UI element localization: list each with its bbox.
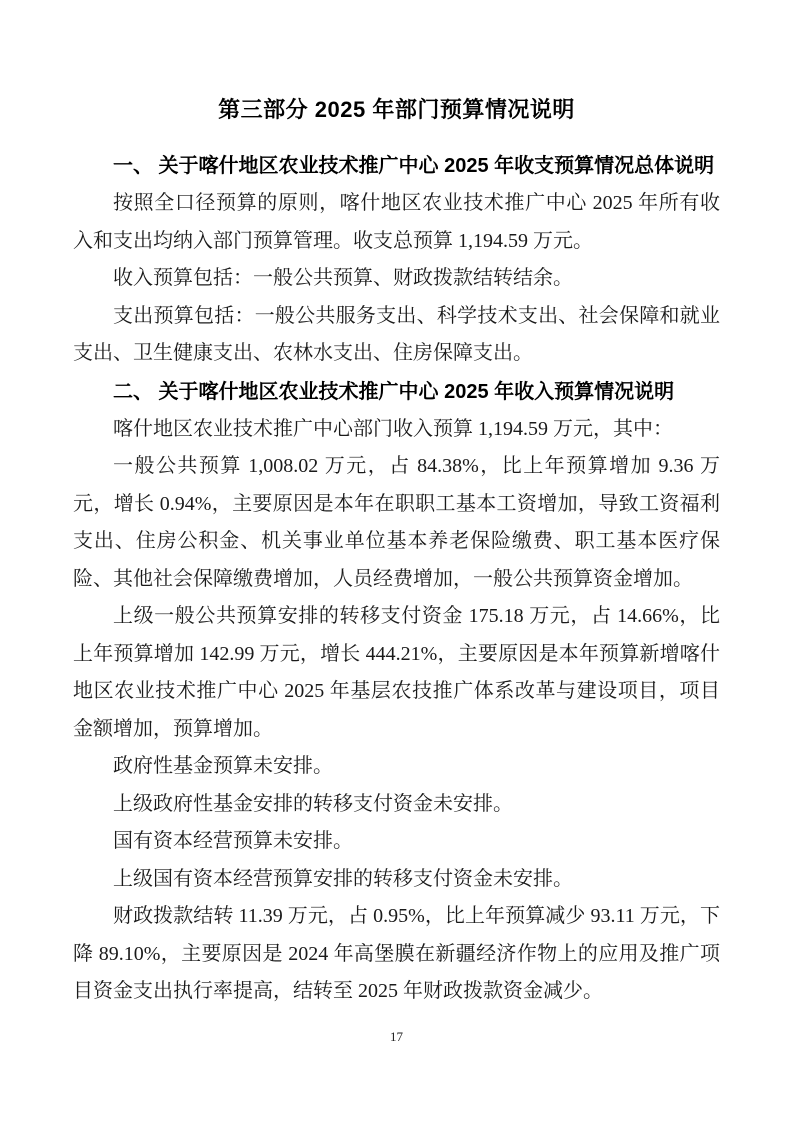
- page-number: 17: [390, 1029, 403, 1044]
- paragraph: 国有资本经营预算未安排。: [113, 830, 353, 852]
- paragraph: 一般公共预算 1,008.02 万元，占 84.38%，比上年预算增加 9.36 万元，增长 0.94%，主要原因是本年在职职工基本工资增加，导致工资福利支出、住房公积金、机关事业单位基本养老保险缴费、职工基本医疗保险、其他社会保障缴费增加，人员经费增加，一般公共预算资金增加。: [73, 455, 720, 590]
- paragraph: 政府性基金预算未安排。: [113, 755, 333, 777]
- paragraph: 上级国有资本经营预算安排的转移支付资金未安排。: [113, 867, 573, 890]
- page-title: 第三部分 2025 年部门预算情况说明: [218, 97, 575, 122]
- paragraph: 上级一般公共预算安排的转移支付资金 175.18 万元，占 14.66%，比上年预算增加 142.99 万元，增长 444.21%，主要原因是本年预算新增喀什地区农业技术推广中心 2025 年基层农技推广体系改革与建设项目，项目金额增加，预算增加。: [73, 605, 720, 740]
- section-heading-1: 一、 关于喀什地区农业技术推广中心 2025 年收支预算情况总体说明: [113, 155, 715, 177]
- paragraph: 财政拨款结转 11.39 万元，占 0.95%，比上年预算减少 93.11 万元，下降 89.10%，主要原因是 2024 年高堡膜在新疆经济作物上的应用及推广项目资金支出执行率提高，结转至 2025 年财政拨款资金减少。: [73, 905, 720, 1002]
- paragraph: 按照全口径预算的原则，喀什地区农业技术推广中心 2025 年所有收入和支出均纳入部门预算管理。收支总预算 1,194.59 万元。: [73, 192, 720, 252]
- section-overview: [73, 147, 720, 373]
- section-heading-2: 二、 关于喀什地区农业技术推广中心 2025 年收入预算情况说明: [113, 380, 675, 403]
- paragraph: 上级政府性基金安排的转移支付资金未安排。: [113, 792, 513, 815]
- paragraph: 喀什地区农业技术推广中心部门收入预算 1,194.59 万元，其中：: [113, 417, 673, 440]
- section-income-budget: [73, 373, 720, 1011]
- paragraph: 收入预算包括：一般公共预算、财政拨款结转结余。: [113, 267, 573, 289]
- paragraph: 支出预算包括：一般公共服务支出、科学技术支出、社会保障和就业支出、卫生健康支出、农林水支出、住房保障支出。: [73, 304, 720, 364]
